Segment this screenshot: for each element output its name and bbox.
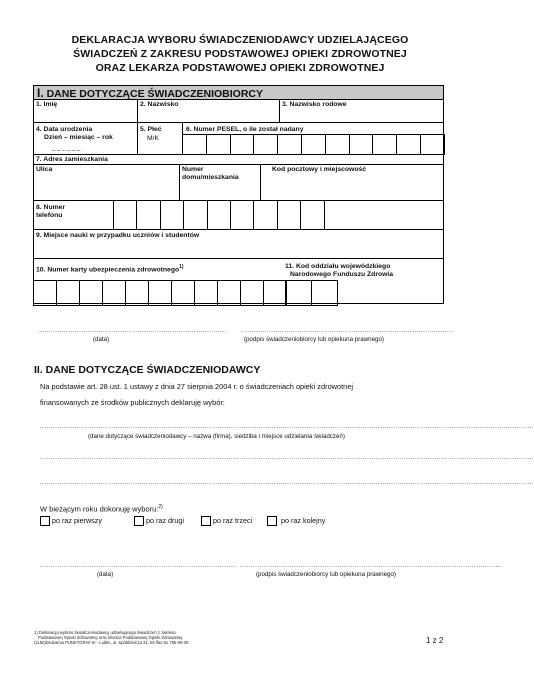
nfz-branch-cell[interactable] xyxy=(285,280,312,306)
option-third-time: po raz trzeci xyxy=(213,516,253,525)
section-beneficiary xyxy=(33,85,444,304)
option-next-time: po raz kolejny xyxy=(281,516,326,525)
insurance-card-cell[interactable] xyxy=(79,280,103,306)
title-line-1: DEKLARACJA WYBORU ŚWIADCZENIODAWCY UDZIELAJĄCEGO xyxy=(71,34,409,46)
provider-line-3[interactable]: .................................................................................................................................................................................................................................... xyxy=(40,480,534,486)
sex-value: M/K xyxy=(147,135,160,142)
checkbox-first-time[interactable] xyxy=(40,516,50,526)
insurance-card-cell[interactable] xyxy=(194,280,218,306)
pesel-cell[interactable] xyxy=(420,134,445,155)
footnote-line-3: (1150)Drukarnia PUNKTGRAF III - Lublin, ul. Spółdzielcza 21, tel./fax 81 755-09-35 xyxy=(34,640,189,645)
year-choice-text: W bieżącym roku dokonuję wyboru: xyxy=(40,504,159,514)
checkbox-next-time[interactable] xyxy=(267,516,277,526)
sig1-date-line[interactable]: ....................................................................................... xyxy=(38,328,227,334)
phone-cell[interactable] xyxy=(230,200,254,230)
house-number-label: Numer xyxy=(182,166,204,173)
sex-label: 5. Płeć xyxy=(140,126,162,133)
pesel-cell[interactable] xyxy=(372,134,397,155)
phone-label-2: telefonu xyxy=(36,212,63,219)
street-label: Ulica xyxy=(36,166,53,173)
section-number: I. xyxy=(37,86,44,100)
address-label: 7. Adres zamieszkania xyxy=(36,156,108,163)
section-title: DANE DOTYCZĄCE ŚWIADCZENIOBIORCY xyxy=(43,88,264,100)
sig2-signature-line[interactable]: ......................................................................................................................... xyxy=(240,563,503,569)
insurance-card-text: 10. Numer karty ubezpieczenia zdrowotnego xyxy=(36,266,180,274)
provider-caption: (dane dotyczące świadczeniodawcy – nazwa (firma), siedziba i miejsce udzielania świadczeń) xyxy=(88,433,345,440)
footnote-line-1: 1) Deklaracja wyboru świadczeniodawcy udzielającego świadczeń z zakresu xyxy=(34,630,176,635)
sig1-signature-caption: (podpis świadczeniobiorcy lub opiekuna prawnego) xyxy=(244,336,384,343)
insurance-card-cell[interactable] xyxy=(56,280,80,306)
insurance-card-cell[interactable] xyxy=(33,280,57,306)
insurance-card-footnote-ref: 1) xyxy=(179,264,184,270)
section-provider-header: II. DANE DOTYCZĄCE ŚWIADCZENIODAWCY xyxy=(34,364,261,376)
phone-cell[interactable] xyxy=(136,200,160,230)
pesel-cell[interactable] xyxy=(253,134,278,155)
birth-date-dashes: _ _ _ _ _ _ xyxy=(52,145,81,151)
insurance-card-label xyxy=(36,263,184,274)
pesel-cell[interactable] xyxy=(277,134,302,155)
school-label: 9. Miejsce nauki w przypadku uczniów i studentów xyxy=(36,232,200,239)
insurance-card-cell[interactable] xyxy=(171,280,195,306)
phone-cell[interactable] xyxy=(277,200,301,230)
birth-date-label: 4. Data urodzenia xyxy=(36,126,93,133)
sig1-signature-line[interactable]: .................................................................................................. xyxy=(241,328,454,334)
legal-basis-line-1: Na podstawie art. 28 ust. 1 ustawy z dnia 27 sierpnia 2004 r. o świadczeniach opieki zdrowotnej xyxy=(40,382,354,391)
option-second-time: po raz drugi xyxy=(146,516,184,525)
pesel-cell[interactable] xyxy=(230,134,255,155)
title-line-2: ŚWIADCZEŃ Z ZAKRESU PODSTAWOWEJ OPIEKI ZDROWOTNEJ xyxy=(73,48,407,60)
section-beneficiary-header xyxy=(34,86,443,100)
nfz-branch-label-2: Narodowego Funduszu Zdrowia xyxy=(290,271,394,278)
insurance-card-cell[interactable] xyxy=(102,280,126,306)
checkbox-second-time[interactable] xyxy=(134,516,144,526)
nfz-branch-cell[interactable] xyxy=(311,280,338,306)
phone-cell[interactable] xyxy=(113,200,137,230)
pesel-cell[interactable] xyxy=(325,134,350,155)
postal-code-label: Kod pocztowy i miejscowość xyxy=(272,166,367,173)
house-number-label-2: domu/mieszkania xyxy=(182,174,239,181)
pesel-cell[interactable] xyxy=(301,134,326,155)
birth-date-format: Dzień – miesiąc – rok xyxy=(44,134,113,141)
phone-cell[interactable] xyxy=(160,200,184,230)
sig2-date-caption: (data) xyxy=(97,571,114,578)
phone-cell[interactable] xyxy=(183,200,207,230)
pesel-cell[interactable] xyxy=(206,134,231,155)
insurance-card-cell[interactable] xyxy=(148,280,172,306)
checkbox-third-time[interactable] xyxy=(201,516,211,526)
phone-cell[interactable] xyxy=(300,200,324,230)
sig1-date-caption: (data) xyxy=(93,336,110,343)
phone-label: 8. Numer xyxy=(36,204,66,211)
pesel-cell[interactable] xyxy=(182,134,207,155)
insurance-card-cell[interactable] xyxy=(240,280,264,306)
nfz-branch-label: 11. Kod oddziału wojewódzkiego xyxy=(285,263,391,270)
phone-cell[interactable] xyxy=(253,200,277,230)
insurance-card-cell[interactable] xyxy=(217,280,241,306)
phone-cell[interactable] xyxy=(207,200,231,230)
year-choice-label xyxy=(40,502,163,515)
sig2-signature-caption: (podpis świadczeniobiorcy lub opiekuna prawnego) xyxy=(256,571,396,578)
page-number: 1 z 2 xyxy=(426,636,444,645)
option-first-time: po raz pierwszy xyxy=(52,516,102,525)
sig2-date-line[interactable]: ........................................................................................... xyxy=(40,563,238,569)
footnote-line-2: Podstawowej Opieki Zdrowotnej oraz lekarza Podstawowej Opieki Zdrowotnej xyxy=(38,635,183,640)
pesel-cell[interactable] xyxy=(396,134,421,155)
provider-line-1[interactable]: .................................................................................................................................................................................................................................... xyxy=(40,424,534,430)
provider-line-2[interactable]: .................................................................................................................................................................................................................................... xyxy=(40,455,534,461)
legal-basis-line-2: finansowanych ze środków publicznych deklaruję wybór: xyxy=(40,398,225,407)
first-name-label: 1. Imię xyxy=(36,101,58,108)
insurance-card-cell[interactable] xyxy=(125,280,149,306)
title-line-3: ORAZ LEKARZA PODSTAWOWEJ OPIEKI ZDROWOTNEJ xyxy=(95,62,385,74)
last-name-label: 2. Nazwisko xyxy=(140,101,179,108)
pesel-label: 6. Numer PESEL, o ile został nadany xyxy=(186,126,304,133)
year-choice-footnote-ref: 2) xyxy=(158,504,163,510)
maiden-name-label: 3. Nazwisko rodowe xyxy=(282,101,347,108)
insurance-card-cell[interactable] xyxy=(263,280,287,306)
pesel-cell[interactable] xyxy=(349,134,374,155)
